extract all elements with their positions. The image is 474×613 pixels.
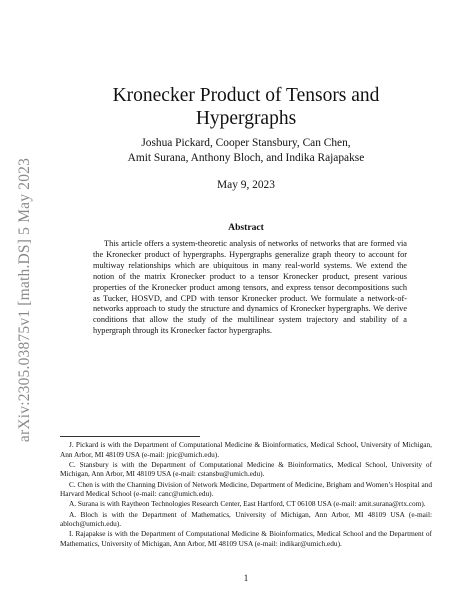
page-number: 1	[243, 573, 249, 583]
paper-title-line-2: Hypergraphs	[195, 108, 297, 129]
paper-title-line-1: Kronecker Product of Tensors and	[112, 85, 380, 106]
footnote-rajapakse: I. Rajapakse is with the Department of Computational Medicine & Bioinformatics, Medical School and the Department of Mathematics, University of Michigan, Ann Arbor, MI 48109 USA (e-mail: indikar@umich.edu).	[60, 529, 432, 548]
footnote-stansbury: C. Stansbury is with the Department of Computational Medicine & Bioinformatics, Medical School, University of Michigan, Ann Arbor, MI 48109 USA (e-mail: cstansbu@umich.edu).	[60, 459, 432, 479]
arxiv-identifier-stamp	[10, 157, 40, 443]
footnote-divider	[60, 436, 200, 437]
author-list	[60, 136, 432, 166]
publication-date: May 9, 2023	[217, 179, 275, 191]
author-list-line-2: Amit Surana, Anthony Bloch, and Indika Rajapakse	[127, 152, 365, 164]
author-affiliation-footnotes	[60, 440, 432, 549]
footnote-pickard: J. Pickard is with the Department of Computational Medicine & Bioinformatics, Medical School, University of Michigan, Ann Arbor, MI 48109 USA (e-mail: jpic@umich.edu).	[60, 440, 432, 459]
footnote-surana: A. Surana is with Raytheon Technologies Research Center, East Hartford, CT 06108 USA (e-mail: amit.surana@rtx.com).	[69, 499, 426, 509]
abstract-heading: Abstract	[228, 222, 264, 233]
footnote-chen: C. Chen is with the Channing Division of Network Medicine, Department of Medicine, Brigham and Women’s Hospital and Harvard Medical School (e-mail: canc@umich.edu).	[60, 479, 432, 499]
footnote-bloch: A. Bloch is with the Department of Mathematics, University of Michigan, Ann Arbor, MI 48109 USA (e-mail: abloch@umich.edu).	[60, 509, 432, 529]
abstract-text: This article offers a system-theoretic analysis of networks of networks that are formed via the Kronecker product of hypergraphs. Hypergraphs generalize graph theory to account for multiway relationships which are ubiquitous in many real-world systems. We extend the notion of the matrix Kronecker product to a tensor Kronecker product, present various properties of the Kronecker product among tensors, and express tensor decompositions such as Tucker, HOSVD, and CPD with tensor Kronecker product. We formulate a network-of-networks approach to study the structure and dynamics of Kronecker hypergraphs. We derive conditions that allow the study of the multilinear system trajectory and stability of a hypergraph through its Kronecker factor hypergraphs.	[93, 239, 407, 336]
paper-title	[60, 84, 432, 130]
author-list-line-1: Joshua Pickard, Cooper Stansbury, Can Chen,	[141, 137, 351, 149]
arxiv-identifier-text: arXiv:2305.03875v1 [math.DS] 5 May 2023	[16, 157, 34, 443]
